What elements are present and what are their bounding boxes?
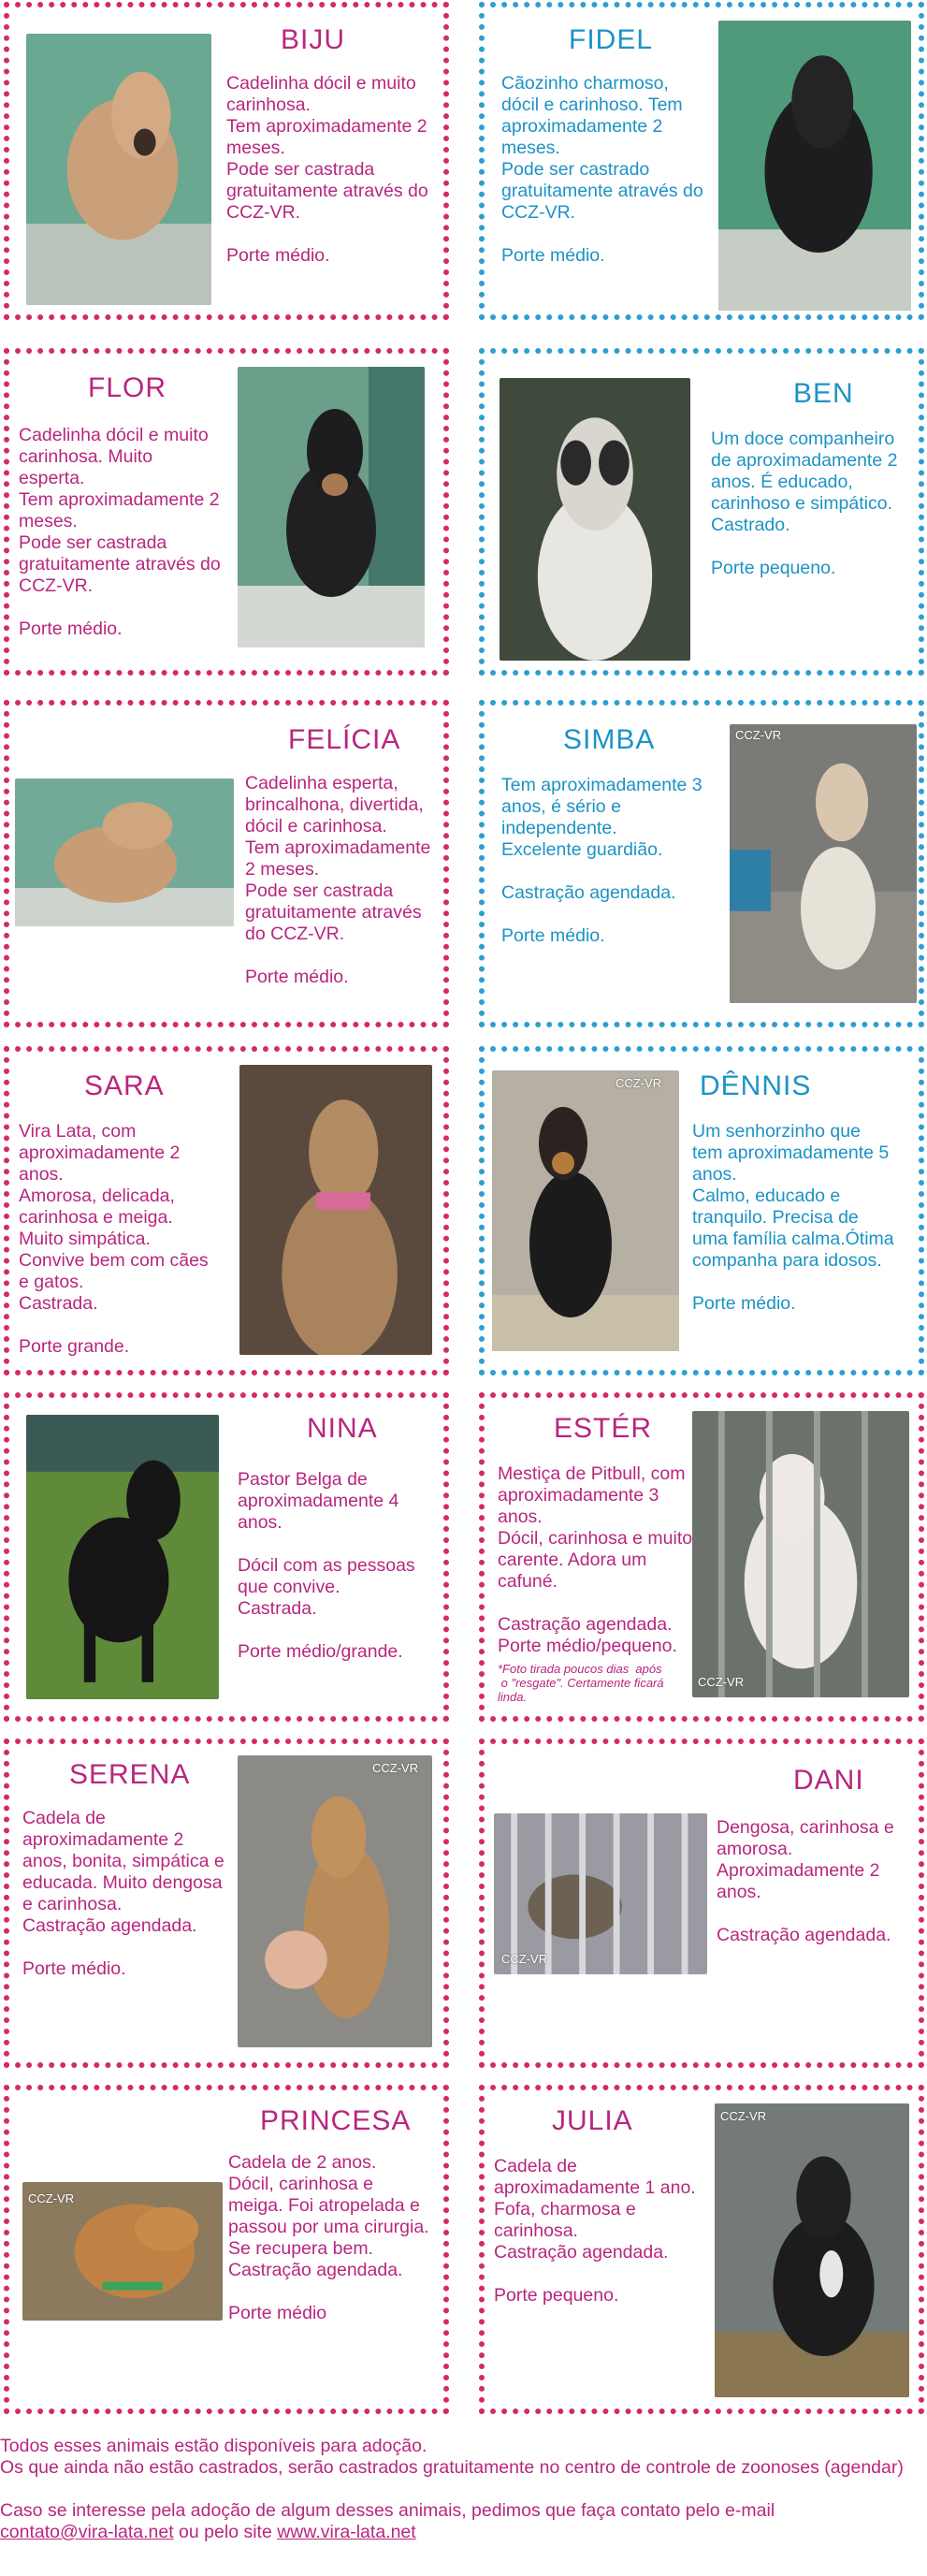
animal-card-dani bbox=[479, 1739, 924, 2068]
animal-name: DANI bbox=[793, 1765, 864, 1796]
animal-name: FELÍCIA bbox=[288, 724, 401, 755]
animal-photo bbox=[26, 1415, 219, 1699]
animal-photo bbox=[500, 378, 690, 661]
watermark: CCZ-VR bbox=[28, 2191, 75, 2205]
animal-photo bbox=[239, 1065, 432, 1355]
animal-name: SERENA bbox=[69, 1759, 191, 1790]
animal-name: PRINCESA bbox=[260, 2105, 412, 2136]
contact-line bbox=[0, 2522, 927, 2543]
animal-card-nina bbox=[4, 1392, 449, 1722]
animal-card-ben bbox=[479, 348, 924, 676]
animal-card-fidel bbox=[479, 2, 924, 320]
animal-photo bbox=[26, 34, 211, 305]
animal-description: Cadela de aproximadamente 1 ano. Fofa, charmosa e carinhosa. Castração agendada. Porte pequeno. bbox=[494, 2156, 696, 2306]
animal-name: BEN bbox=[793, 378, 854, 409]
animal-card-sara bbox=[4, 1046, 449, 1375]
watermark: CCZ-VR bbox=[501, 1952, 548, 1966]
footer-line: Caso se interesse pela adoção de algum desses animais, pedimos que faça contato pelo e-mail bbox=[0, 2500, 775, 2521]
animal-photo bbox=[492, 1070, 679, 1351]
animal-description: Cadelinha dócil e muito carinhosa. Tem aproximadamente 2 meses. Pode ser castrada gratuitamente através do CCZ-VR. Porte médio. bbox=[226, 73, 428, 266]
animal-name: BIJU bbox=[281, 24, 346, 55]
animal-name: FLOR bbox=[88, 372, 167, 403]
watermark: CCZ-VR bbox=[372, 1761, 419, 1775]
animal-card-serena bbox=[4, 1739, 449, 2068]
animal-description: Cadela de aproximadamente 2 anos, bonita, simpática e educada. Muito dengosa e carinhosa. Castração agendada. Porte médio. bbox=[22, 1808, 225, 1979]
animal-description: Mestiça de Pitbull, com aproximadamente 3 anos. Dócil, carinhosa e muito carente. Adora um cafuné. Castração agendada. Porte médio/pequeno. bbox=[498, 1463, 693, 1656]
email-link[interactable]: contato@vira-lata.net bbox=[0, 2522, 174, 2542]
watermark: CCZ-VR bbox=[616, 1076, 662, 1090]
animal-name: DÊNNIS bbox=[700, 1070, 812, 1101]
animal-description: Cadela de 2 anos. Dócil, carinhosa e meiga. Foi atropelada e passou por uma cirurgia. Se recupera bem. Castração agendada. Porte médio bbox=[228, 2152, 429, 2323]
animal-name: SIMBA bbox=[563, 724, 656, 755]
animal-photo bbox=[22, 2182, 223, 2321]
animal-name: FIDEL bbox=[569, 24, 654, 55]
animal-card-julia bbox=[479, 2085, 924, 2414]
animal-photo bbox=[238, 1755, 432, 2047]
animal-description: Tem aproximadamente 3 anos, é sério e independente. Excelente guardião. Castração agendada. Porte médio. bbox=[501, 775, 702, 946]
adoption-footer bbox=[0, 2436, 927, 2543]
animal-description: Cadelinha esperta, brincalhona, divertida, dócil e carinhosa. Tem aproximadamente 2 meses. Pode ser castrada gratuitamente através do CCZ-VR. Porte médio. bbox=[245, 773, 431, 987]
site-link[interactable]: www.vira-lata.net bbox=[277, 2522, 416, 2542]
animal-description: Pastor Belga de aproximadamente 4 anos. Dócil com as pessoas que convive. Castrada. Porte médio/grande. bbox=[238, 1469, 415, 1662]
animal-card-biju bbox=[4, 2, 449, 320]
animal-photo bbox=[494, 1813, 707, 1974]
animal-name: SARA bbox=[84, 1070, 165, 1101]
photo-note: *Foto tirada poucos dias após o "resgate". Certamente ficará linda. bbox=[498, 1662, 664, 1704]
animal-description: Dengosa, carinhosa e amorosa. Aproximadamente 2 anos. Castração agendada. bbox=[717, 1817, 894, 1945]
animal-photo bbox=[718, 21, 911, 311]
animal-name: ESTÉR bbox=[554, 1413, 653, 1444]
animal-description: Um doce companheiro de aproximadamente 2 anos. É educado, carinhoso e simpático. Castrado. Porte pequeno. bbox=[711, 429, 898, 578]
animal-description: Cadelinha dócil e muito carinhosa. Muito esperta. Tem aproximadamente 2 meses. Pode ser castrada gratuitamente através do CCZ-VR. Porte médio. bbox=[19, 425, 221, 639]
animal-name: NINA bbox=[307, 1413, 378, 1444]
animal-description: Vira Lata, com aproximadamente 2 anos. Amorosa, delicada, carinhosa e meiga. Muito simpática. Convive bem com cães e gatos. Castrada. Porte grande. bbox=[19, 1121, 209, 1357]
animal-card-felicia bbox=[4, 700, 449, 1027]
animal-card-simba bbox=[479, 700, 924, 1027]
animal-card-ester bbox=[479, 1392, 924, 1722]
animal-card-dennis bbox=[479, 1046, 924, 1375]
animal-card-princesa bbox=[4, 2085, 449, 2414]
animal-photo bbox=[692, 1411, 909, 1697]
animal-photo bbox=[238, 367, 425, 648]
animal-description: Cãozinho charmoso, dócil e carinhoso. Tem aproximadamente 2 meses. Pode ser castrado gratuitamente através do CCZ-VR. Porte médio. bbox=[501, 73, 703, 266]
animal-photo bbox=[715, 2103, 909, 2397]
watermark: CCZ-VR bbox=[698, 1675, 745, 1689]
animal-name: JULIA bbox=[552, 2105, 633, 2136]
watermark: CCZ-VR bbox=[720, 2109, 767, 2123]
footer-line: Todos esses animais estão disponíveis para adoção. bbox=[0, 2436, 427, 2456]
animal-card-flor bbox=[4, 348, 449, 676]
footer-line: Os que ainda não estão castrados, serão castrados gratuitamente no centro de controle de zoonoses (agendar) bbox=[0, 2457, 904, 2478]
footer-connector: ou pelo site bbox=[173, 2522, 278, 2542]
animal-photo bbox=[15, 779, 234, 926]
animal-photo bbox=[730, 724, 917, 1003]
watermark: CCZ-VR bbox=[735, 728, 782, 742]
animal-description: Um senhorzinho que tem aproximadamente 5 anos. Calmo, educado e tranquilo. Precisa de uma família calma.Ótima companha para idosos. Porte médio. bbox=[692, 1121, 894, 1314]
